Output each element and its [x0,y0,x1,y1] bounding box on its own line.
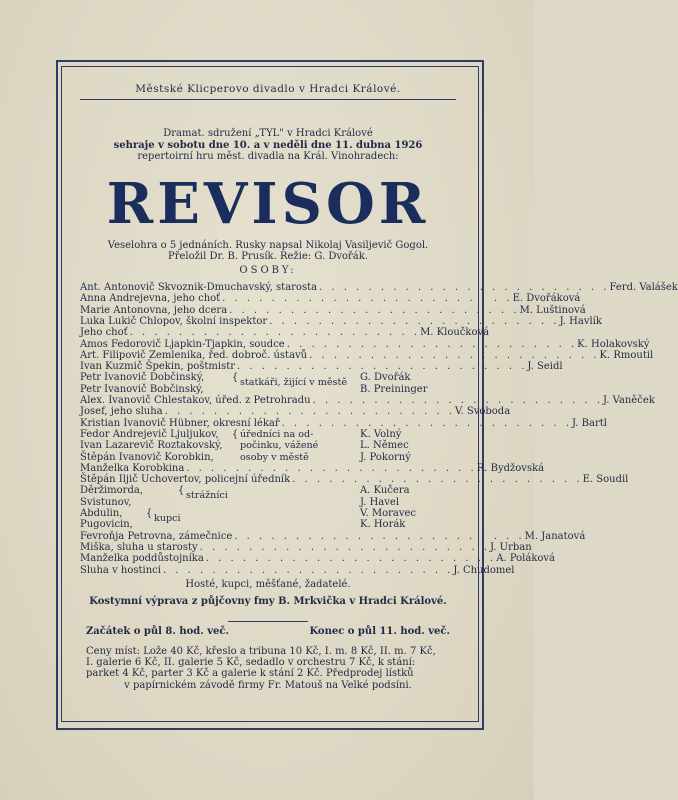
cast-role: Ant. Antonovič Skvoznik-Dmuchavský, starosta [80,282,318,294]
dot-leader: . . . . . . . . . . . . . . . . . . . . . . . . [281,417,573,429]
prices-line-2: I. galerie 6 Kč, II. galerie 5 Kč, sedadlo v orchestru 7 Kč, k stání: [86,656,416,668]
brace: { [231,372,239,384]
cast-actor: L. Němec [360,440,409,452]
cast-actor: V. Svoboda [455,406,511,418]
cast-role: Art. Filipovič Zemlenika, řed. dobroč. ústavů [80,349,308,361]
cast-actor: K. Holakovský [577,338,650,350]
cast-role: Manželka poddůstojníka [80,553,204,565]
cast-role: Jeho choť [80,327,128,339]
dot-leader: . . . . . . . . . . . . . . . . . . . . . . . . [237,361,528,373]
dot-leader: . . . . . . . . . . . . . . . . . . . . . . . . [162,564,454,576]
cast-rows [80,282,678,373]
cast-group-statkari [80,372,456,395]
brace: { [145,508,153,520]
extras-line: Hosté, kupci, měšťané, žadatelé. [185,578,351,590]
cast-actor: E. Dvořáková [512,293,581,305]
intro-block [80,128,456,162]
cast-heading: OSOBY: [239,264,297,276]
cast-role: Štěpán Iljič Uchovertov, policejní úředník [80,474,291,486]
brace: { [231,428,239,440]
poster-content [80,80,678,691]
cast-role: Josef, jeho sluha [80,406,163,418]
brace: { [177,485,185,497]
cast-role: Štěpán Ivanovič Korobkin, [80,451,214,463]
cast-actor: A. Poláková [496,553,556,565]
cast-actor: J. Seidl [527,361,563,373]
prices-line-3: parket 4 Kč, parter 3 Kč a galerie k stání 2 Kč. Předprodej lístků [86,668,414,680]
cast-row [80,462,545,474]
cast-role: Děržimorda, [80,485,144,497]
cast-actor: J. Pokorný [360,451,411,463]
cast-actor: J. Urban [490,541,532,553]
cast-actor: K. Volný [360,428,402,440]
subtitle-line-1: Veselohra o 5 jednáních. Rusky napsal Nikolaj Vasiljevič Gogol. [107,240,429,252]
dot-leader: . . . . . . . . . . . . . . . . . . . . . . . . [312,395,603,407]
cast-rows [80,395,655,429]
cast-role: Anna Andrejevna, jeho choť [80,293,221,305]
dot-leader: . . . . . . . . . . . . . . . . . . . . . . . . [229,304,520,316]
cast-actor: K. Horák [360,519,406,531]
cast-actor: J. Havel [360,496,400,508]
cast-row [80,564,515,576]
cast-actor: B. Preininger [360,383,428,395]
cast-actor: M. Janatová [524,530,586,542]
cast-row [80,338,650,350]
cast-role: Sluha v hostinci [80,564,161,576]
prices-block [80,646,456,691]
dot-leader: . . . . . . . . . . . . . . . . . . . . . . . . [286,338,578,350]
dot-leader: . . . . . . . . . . . . . . . . . . . . . . . . [129,327,421,339]
subtitle-block [80,240,456,263]
cast-row [80,406,511,418]
intro-line-1: Dramat. sdružení „TYL" v Hradci Králové [163,128,373,140]
cast-role: Pugovicin, [80,519,133,531]
dot-leader: . . . . . . . . . . . . . . . . . . . . . . . . [234,530,525,542]
cast-actor: M. Luštinová [519,304,586,316]
cast-row [80,349,654,361]
cast-role: Miška, sluha u starosty [80,541,198,553]
cast-role: Ivan Lazarevič Roztakovský, [80,440,223,452]
cast-group-straznici [80,485,456,508]
cast-actor: A. Kučera [360,485,410,497]
cast-actor: Ferd. Valášek [609,282,678,294]
costume-credit: Kostymní výprava z půjčovny fmy B. Mrkvička v Hradci Králové. [89,596,447,608]
dot-leader: . . . . . . . . . . . . . . . . . . . . . . . . [199,541,491,553]
cast-actor: K. Rmoutil [599,349,654,361]
cast-role: Kristian Ivanovič Hübner, okresní lékař [80,417,280,429]
cast-group-kupci [80,508,456,531]
cast-role: Petr Ivanovič Bobčinský, [80,383,204,395]
group-note: kupci [154,513,181,525]
dot-leader: . . . . . . . . . . . . . . . . . . . . . . . . [292,474,583,486]
cast-rows [80,462,629,486]
cast-row [80,315,602,327]
dot-leader: . . . . . . . . . . . . . . . . . . . . . . . . [186,462,477,474]
cast-actor: G. Dvořák [360,372,411,384]
cast-row [80,541,532,553]
times-row [80,626,456,637]
group-note: osoby v městě [240,451,309,463]
dot-leader: . . . . . . . . . . . . . . . . . . . . . . . . [164,406,456,418]
cast-row [80,395,655,407]
cast-actor: J. Chudomel [453,564,515,576]
cast-actor: E. Soudil [582,474,629,486]
cast-actor: J. Vaněček [603,395,655,407]
cast-actor: J. Bartl [572,417,607,429]
cast-role: Petr Ivanovič Dobčinský, [80,372,205,384]
cast-role: Fedor Andrejevič Ljuljukov, [80,428,219,440]
dot-leader: . . . . . . . . . . . . . . . . . . . . . . . . [205,553,497,565]
group-note: statkáři, žijící v městě [240,377,347,389]
cast-row [80,282,678,294]
cast-row [80,474,629,486]
cast-role: Marie Antonovna, jeho dcera [80,304,228,316]
cast-role: Manželka Korobkina [80,462,185,474]
cast-role: Fevroňja Petrovna, zámečnice [80,530,233,542]
cast-role: Abdulin, [80,508,123,520]
end-time: Konec o půl 11. hod. več. [309,626,450,638]
subtitle-line-2: Přeložil Dr. B. Prusík. Režie: G. Dvořák. [168,251,368,263]
cast-actor: R. Bydžovská [476,462,545,474]
dot-leader: . . . . . . . . . . . . . . . . . . . . . . . . [222,293,513,305]
cast-rows [80,530,586,576]
play-title: REVISOR [106,171,430,238]
prices-line-1: Ceny míst: Lože 40 Kč, křeslo a tribuna 10 Kč, I. m. 8 Kč, II. m. 7 Kč, [86,645,436,657]
separator-line [228,621,308,622]
intro-line-3: repertoirní hru měst. divadla na Král. Vinohradech: [137,150,399,162]
cast-row [80,327,490,339]
cast-row [80,304,586,316]
cast-actor: V. Moravec [360,508,417,520]
cast-role: Alex. Ivanovič Chlestakov, úřed. z Petrohradu [80,395,311,407]
cast-row [80,553,556,565]
prices-line-4: v papírnickém závodě firmy Fr. Matouš na Velké podsíni. [124,679,412,691]
cast-group-urednici [80,429,456,463]
group-note: počinku, vážené [240,440,319,452]
dot-leader: . . . . . . . . . . . . . . . . . . . . . . . . [269,315,560,327]
cast-row [80,361,563,373]
cast-role: Ivan Kuzmič Špekin, poštmistr [80,361,236,373]
group-note: úředníci na od- [240,428,314,440]
cast-row [80,530,586,542]
cast-actor: J. Havlík [559,315,602,327]
start-time: Začátek o půl 8. hod. več. [86,626,229,638]
intro-line-2: sehraje v sobotu dne 10. a v neděli dne 11. dubna 1926 [113,139,423,151]
dot-leader: . . . . . . . . . . . . . . . . . . . . . . . . [309,349,600,361]
cast-role: Svistunov, [80,496,132,508]
dot-leader: . . . . . . . . . . . . . . . . . . . . . . . . [319,282,610,294]
cast-actor: M. Kloučková [420,327,490,339]
theatre-name: Městské Klicperovo divadlo v Hradci Králové. [80,84,456,100]
cast-row [80,293,581,305]
cast-role: Luka Lukič Chlopov, školní inspektor [80,315,268,327]
cast-list [80,282,678,576]
group-note: strážníci [186,490,228,502]
cast-row [80,417,607,429]
cast-role: Amos Fedorovič Ljapkin-Tjapkin, soudce [80,338,285,350]
